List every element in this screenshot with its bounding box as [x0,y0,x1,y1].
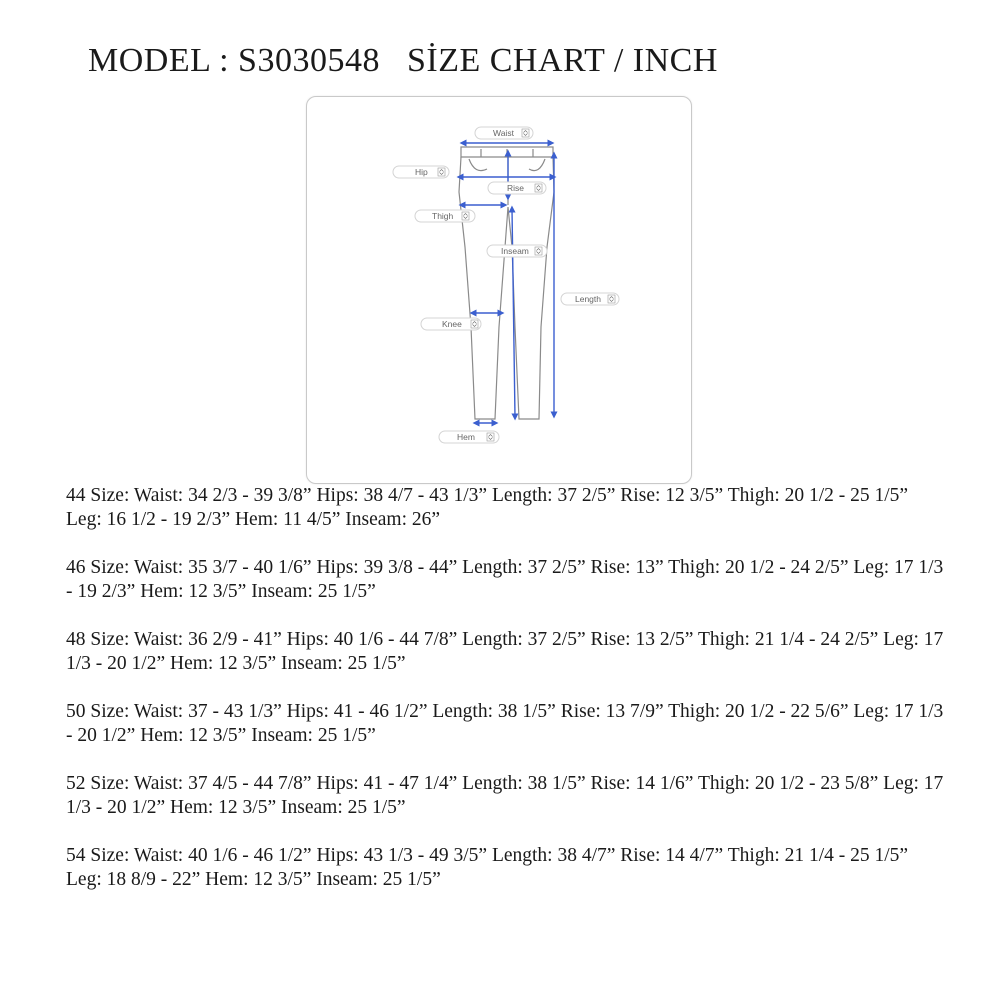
svg-text:Waist: Waist [493,128,514,138]
svg-text:Hem: Hem [457,432,475,442]
stepper-icon [438,168,445,176]
svg-text:Length: Length [575,294,601,304]
stepper-icon [487,433,494,441]
size-46-entry: 46 Size: Waist: 35 3/7 - 40 1/6” Hips: 39 3/8 - 44” Length: 37 2/5” Rise: 13” Thigh: 20 1/2 - 24 2/5” Leg: 17 1/3 - 19 2/3” Hem: 12 3/5” Inseam: 25 1/5” [66,557,944,602]
waist-label [475,127,533,139]
svg-text:Inseam: Inseam [501,246,529,256]
hem-label [439,431,499,443]
stepper-icon [522,129,529,137]
knee-label [421,318,481,330]
size-52-entry: 52 Size: Waist: 37 4/5 - 44 7/8” Hips: 41 - 47 1/4” Length: 38 1/5” Rise: 14 1/6” Thigh: 20 1/2 - 23 5/8” Leg: 17 1/3 - 20 1/2” Hem: 12 3/5” Inseam: 25 1/5” [66,773,944,818]
size-50-entry: 50 Size: Waist: 37 - 43 1/3” Hips: 41 - 46 1/2” Length: 38 1/5” Rise: 13 7/9” Thigh: 20 1/2 - 22 5/6” Leg: 17 1/3 - 20 1/2” Hem: 12 3/5” Inseam: 25 1/5” [66,701,944,746]
pants-diagram-svg [307,97,691,483]
size-list [66,484,946,916]
stepper-icon [462,212,469,220]
page-title: MODEL : S3030548 SİZE CHART / INCH [88,42,718,79]
rise-label [488,182,546,194]
stepper-icon [471,320,478,328]
inseam-label [487,245,547,257]
stepper-icon [535,184,542,192]
size-54-entry: 54 Size: Waist: 40 1/6 - 46 1/2” Hips: 43 1/3 - 49 3/5” Length: 38 4/7” Rise: 14 4/7” Thigh: 21 1/4 - 25 1/5” Leg: 18 8/9 - 22” Hem: 12 3/5” Inseam: 25 1/5” [66,845,909,890]
pants-measurement-diagram [306,96,692,484]
size-44-entry: 44 Size: Waist: 34 2/3 - 39 3/8” Hips: 38 4/7 - 43 1/3” Length: 37 2/5” Rise: 12 3/5” Thigh: 20 1/2 - 25 1/5” Leg: 16 1/2 - 19 2/3” Hem: 11 4/5” Inseam: 26” [66,485,909,530]
length-label [561,293,619,305]
size-48-entry: 48 Size: Waist: 36 2/9 - 41” Hips: 40 1/6 - 44 7/8” Length: 37 2/5” Rise: 13 2/5” Thigh: 21 1/4 - 24 2/5” Leg: 17 1/3 - 20 1/2” Hem: 12 3/5” Inseam: 25 1/5” [66,629,944,674]
stepper-icon [535,247,542,255]
hip-label [393,166,449,178]
svg-text:Knee: Knee [442,319,462,329]
svg-text:Rise: Rise [507,183,525,193]
thigh-label [415,210,475,222]
svg-text:Thigh: Thigh [432,211,454,221]
svg-text:Hip: Hip [415,167,428,177]
stepper-icon [608,295,615,303]
